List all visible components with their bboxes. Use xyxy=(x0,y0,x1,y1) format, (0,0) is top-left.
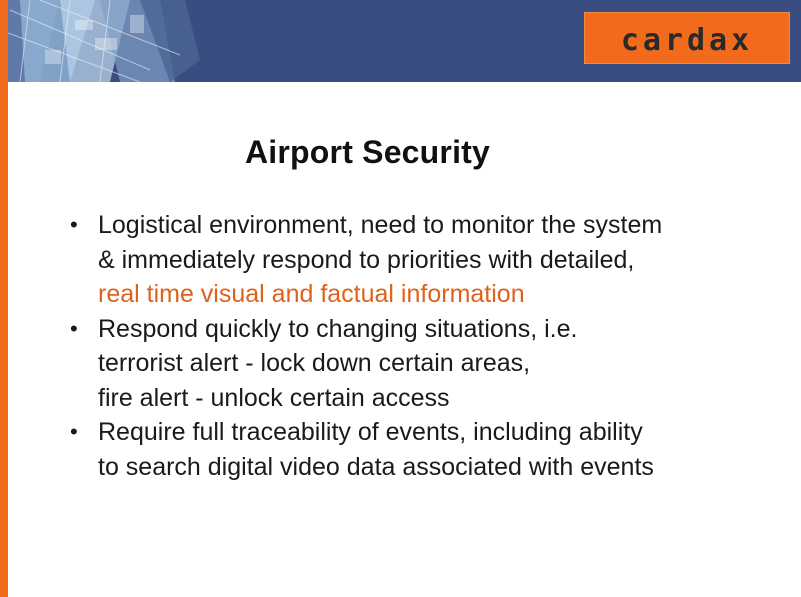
bullet-text-line: Require full traceability of events, including ability xyxy=(98,418,643,446)
bullet-list xyxy=(70,208,790,484)
bullet-item xyxy=(70,415,790,484)
bullet-text-line: Logistical environment, need to monitor the system xyxy=(98,211,663,239)
slide-title: Airport Security xyxy=(245,134,491,170)
bullet-text-line: to search digital video data associated with events xyxy=(98,452,654,481)
cardax-logo xyxy=(584,12,790,64)
bullet-text-line: Respond quickly to changing situations, i.e. xyxy=(98,314,578,343)
header-glass-building-image xyxy=(0,0,200,82)
bullet-dot: • xyxy=(70,315,78,341)
bullet-dot: • xyxy=(70,212,78,237)
highlighted-text: real time visual and factual information xyxy=(98,280,525,308)
bullet-text-line: & immediately respond to priorities with detailed, xyxy=(98,245,635,274)
bullet-item xyxy=(70,312,790,416)
svg-text:cardax: cardax xyxy=(620,23,754,58)
bullet-item xyxy=(70,208,790,312)
bullet-text-line: terrorist alert - lock down certain areas, xyxy=(98,349,531,377)
bullet-text-line: fire alert - unlock certain access xyxy=(98,383,450,412)
bullet-dot: • xyxy=(70,419,78,444)
left-accent-bar xyxy=(0,0,8,597)
